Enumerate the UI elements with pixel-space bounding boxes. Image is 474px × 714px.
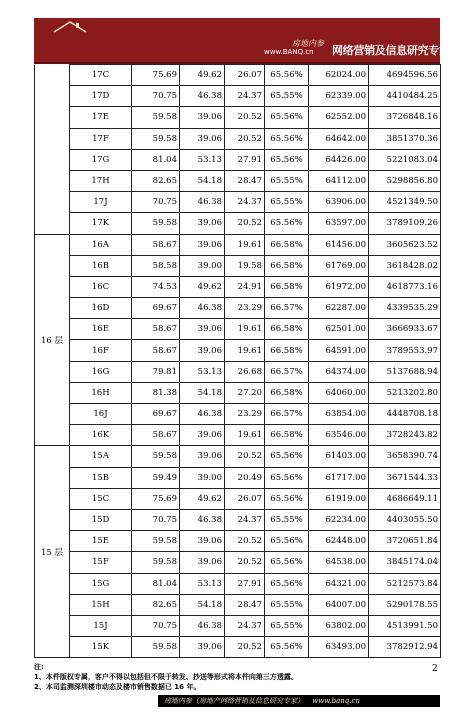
area-cell: 75.69 — [132, 65, 180, 86]
shared-area-cell: 24.37 — [225, 615, 265, 636]
ratio-cell: 65.56% — [265, 107, 309, 128]
total-price-cell: 3726848.16 — [369, 107, 441, 128]
unit-price-cell: 62501.00 — [309, 319, 369, 340]
shared-area-cell: 19.61 — [225, 425, 265, 446]
area-cell: 58.67 — [132, 319, 180, 340]
units-table — [34, 64, 441, 658]
unit-cell: 16J — [70, 404, 132, 425]
unit-cell: 17J — [70, 192, 132, 213]
unit-price-cell: 62448.00 — [309, 531, 369, 552]
unit-cell: 17D — [70, 86, 132, 107]
ratio-cell: 65.55% — [265, 192, 309, 213]
unit-cell: 15C — [70, 488, 132, 509]
shared-area-cell: 20.49 — [225, 467, 265, 488]
table-row — [35, 573, 441, 594]
table-row — [35, 425, 441, 446]
unit-price-cell: 61972.00 — [309, 276, 369, 297]
table-row — [35, 615, 441, 636]
logo-text: 房地内参 — [292, 39, 324, 48]
total-price-cell: 4618773.16 — [369, 276, 441, 297]
shared-area-cell: 19.61 — [225, 340, 265, 361]
shared-area-cell: 27.91 — [225, 573, 265, 594]
unit-price-cell: 64374.00 — [309, 361, 369, 382]
inner-area-cell: 46.38 — [180, 86, 225, 107]
unit-cell: 16C — [70, 276, 132, 297]
shared-area-cell: 26.07 — [225, 488, 265, 509]
area-cell: 70.75 — [132, 192, 180, 213]
inner-area-cell: 54.18 — [180, 382, 225, 403]
note-line-2: 2、本司监测深圳楼市动态及楼市销售数据已 16 年。 — [34, 683, 201, 691]
table-row — [35, 361, 441, 382]
ratio-cell: 66.58% — [265, 340, 309, 361]
unit-cell: 15J — [70, 615, 132, 636]
area-cell: 70.75 — [132, 86, 180, 107]
shared-area-cell: 24.37 — [225, 509, 265, 530]
total-price-cell: 3618428.02 — [369, 255, 441, 276]
table-row — [35, 298, 441, 319]
ratio-cell: 66.57% — [265, 361, 309, 382]
table-row — [35, 65, 441, 86]
total-price-cell: 3671544.33 — [369, 467, 441, 488]
footer-bar — [158, 695, 440, 707]
inner-area-cell: 49.62 — [180, 65, 225, 86]
total-price-cell: 5212573.84 — [369, 573, 441, 594]
area-cell: 59.49 — [132, 467, 180, 488]
inner-area-cell: 53.13 — [180, 149, 225, 170]
area-cell: 81.04 — [132, 149, 180, 170]
unit-cell: 16B — [70, 255, 132, 276]
inner-area-cell: 53.13 — [180, 573, 225, 594]
table-row — [35, 86, 441, 107]
total-price-cell: 4513991.50 — [369, 615, 441, 636]
table-row — [35, 446, 441, 467]
area-cell: 58.67 — [132, 340, 180, 361]
area-cell: 82.65 — [132, 594, 180, 615]
total-price-cell: 4694596.56 — [369, 65, 441, 86]
unit-price-cell: 64060.00 — [309, 382, 369, 403]
unit-price-cell: 61403.00 — [309, 446, 369, 467]
unit-cell: 16D — [70, 298, 132, 319]
table-row — [35, 276, 441, 297]
ratio-cell: 65.56% — [265, 65, 309, 86]
ratio-cell: 65.56% — [265, 488, 309, 509]
inner-area-cell: 46.38 — [180, 192, 225, 213]
shared-area-cell: 28.47 — [225, 170, 265, 191]
unit-price-cell: 62552.00 — [309, 107, 369, 128]
unit-cell: 16E — [70, 319, 132, 340]
ratio-cell: 65.55% — [265, 86, 309, 107]
table-row — [35, 509, 441, 530]
ratio-cell: 65.56% — [265, 637, 309, 658]
inner-area-cell: 46.38 — [180, 509, 225, 530]
unit-price-cell: 63597.00 — [309, 213, 369, 234]
ratio-cell: 65.55% — [265, 615, 309, 636]
total-price-cell: 3605623.52 — [369, 234, 441, 255]
unit-price-cell: 63802.00 — [309, 615, 369, 636]
ratio-cell: 65.56% — [265, 213, 309, 234]
unit-price-cell: 64642.00 — [309, 128, 369, 149]
ratio-cell: 66.57% — [265, 298, 309, 319]
ratio-cell: 65.55% — [265, 509, 309, 530]
inner-area-cell: 39.06 — [180, 128, 225, 149]
shared-area-cell: 20.52 — [225, 552, 265, 573]
table-row — [35, 128, 441, 149]
ratio-cell: 65.55% — [265, 594, 309, 615]
ratio-cell: 65.56% — [265, 149, 309, 170]
area-cell: 81.38 — [132, 382, 180, 403]
area-cell: 58.67 — [132, 425, 180, 446]
total-price-cell: 4403055.50 — [369, 509, 441, 530]
total-price-cell: 3789109.26 — [369, 213, 441, 234]
area-cell: 69.67 — [132, 298, 180, 319]
total-price-cell: 5298856.80 — [369, 170, 441, 191]
shared-area-cell: 20.52 — [225, 446, 265, 467]
total-price-cell: 3666933.67 — [369, 319, 441, 340]
table-row — [35, 213, 441, 234]
ratio-cell: 66.58% — [265, 382, 309, 403]
shared-area-cell: 20.52 — [225, 637, 265, 658]
unit-price-cell: 64426.00 — [309, 149, 369, 170]
shared-area-cell: 23.29 — [225, 404, 265, 425]
shared-area-cell: 24.91 — [225, 276, 265, 297]
unit-cell: 15H — [70, 594, 132, 615]
table-row — [35, 531, 441, 552]
logo-url[interactable]: www.BANQ.cn — [264, 48, 314, 56]
unit-price-cell: 62339.00 — [309, 86, 369, 107]
header-banner — [34, 18, 450, 64]
unit-price-cell: 61456.00 — [309, 234, 369, 255]
inner-area-cell: 39.06 — [180, 552, 225, 573]
house-logo-icon — [52, 20, 88, 34]
table-row — [35, 234, 441, 255]
unit-price-cell: 62234.00 — [309, 509, 369, 530]
area-cell: 59.58 — [132, 446, 180, 467]
unit-cell: 16F — [70, 340, 132, 361]
total-price-cell: 4521349.50 — [369, 192, 441, 213]
inner-area-cell: 46.38 — [180, 404, 225, 425]
area-cell: 59.58 — [132, 552, 180, 573]
shared-area-cell: 19.61 — [225, 234, 265, 255]
notes-heading: 注: — [34, 663, 44, 671]
table-row — [35, 192, 441, 213]
table-row — [35, 149, 441, 170]
area-cell: 58.67 — [132, 234, 180, 255]
total-price-cell: 3720651.84 — [369, 531, 441, 552]
table-row — [35, 170, 441, 191]
ratio-cell: 65.56% — [265, 467, 309, 488]
area-cell: 59.58 — [132, 128, 180, 149]
area-cell: 70.75 — [132, 509, 180, 530]
unit-price-cell: 63906.00 — [309, 192, 369, 213]
inner-area-cell: 39.06 — [180, 425, 225, 446]
unit-price-cell: 62287.00 — [309, 298, 369, 319]
shared-area-cell: 20.52 — [225, 531, 265, 552]
unit-cell: 17K — [70, 213, 132, 234]
total-price-cell: 3845174.04 — [369, 552, 441, 573]
inner-area-cell: 49.62 — [180, 276, 225, 297]
shared-area-cell: 28.47 — [225, 594, 265, 615]
ratio-cell: 65.56% — [265, 531, 309, 552]
table-row — [35, 404, 441, 425]
unit-cell: 17H — [70, 170, 132, 191]
shared-area-cell: 20.52 — [225, 128, 265, 149]
unit-price-cell: 64538.00 — [309, 552, 369, 573]
area-cell: 69.67 — [132, 404, 180, 425]
shared-area-cell: 27.91 — [225, 149, 265, 170]
inner-area-cell: 39.06 — [180, 107, 225, 128]
unit-price-cell: 63546.00 — [309, 425, 369, 446]
table-row — [35, 107, 441, 128]
inner-area-cell: 39.06 — [180, 213, 225, 234]
floor-label — [35, 65, 70, 235]
inner-area-cell: 39.06 — [180, 234, 225, 255]
shared-area-cell: 24.37 — [225, 86, 265, 107]
area-cell: 59.58 — [132, 531, 180, 552]
total-price-cell: 3782912.94 — [369, 637, 441, 658]
shared-area-cell: 24.37 — [225, 192, 265, 213]
shared-area-cell: 20.52 — [225, 213, 265, 234]
ratio-cell: 66.58% — [265, 276, 309, 297]
total-price-cell: 4339535.29 — [369, 298, 441, 319]
inner-area-cell: 39.00 — [180, 467, 225, 488]
area-cell: 58.58 — [132, 255, 180, 276]
inner-area-cell: 39.00 — [180, 255, 225, 276]
total-price-cell: 5290178.55 — [369, 594, 441, 615]
total-price-cell: 3789553.97 — [369, 340, 441, 361]
total-price-cell: 5137688.94 — [369, 361, 441, 382]
note-line-1: 1、本件版权专属，客户不得以包括但不限于转发、抄送等形式将本件向第三方透露。 — [34, 673, 298, 681]
inner-area-cell: 39.06 — [180, 446, 225, 467]
ratio-cell: 65.56% — [265, 128, 309, 149]
unit-cell: 17C — [70, 65, 132, 86]
ratio-cell: 66.58% — [265, 255, 309, 276]
unit-cell: 16A — [70, 234, 132, 255]
unit-cell: 15D — [70, 509, 132, 530]
area-cell: 59.58 — [132, 107, 180, 128]
total-price-cell: 3728243.82 — [369, 425, 441, 446]
area-cell: 59.58 — [132, 213, 180, 234]
unit-cell: 17F — [70, 128, 132, 149]
ratio-cell: 66.58% — [265, 425, 309, 446]
ratio-cell: 66.58% — [265, 234, 309, 255]
unit-cell: 15B — [70, 467, 132, 488]
ratio-cell: 66.58% — [265, 319, 309, 340]
area-cell: 74.53 — [132, 276, 180, 297]
area-cell: 79.81 — [132, 361, 180, 382]
unit-price-cell: 64007.00 — [309, 594, 369, 615]
inner-area-cell: 46.38 — [180, 298, 225, 319]
area-cell: 82.65 — [132, 170, 180, 191]
unit-price-cell: 64112.00 — [309, 170, 369, 191]
table-row — [35, 255, 441, 276]
table-row — [35, 340, 441, 361]
inner-area-cell: 49.62 — [180, 488, 225, 509]
shared-area-cell: 26.68 — [225, 361, 265, 382]
shared-area-cell: 26.07 — [225, 65, 265, 86]
floor-label: 15 层 — [35, 446, 70, 658]
unit-price-cell: 64321.00 — [309, 573, 369, 594]
ratio-cell: 66.57% — [265, 404, 309, 425]
unit-cell: 17E — [70, 107, 132, 128]
unit-price-cell: 63493.00 — [309, 637, 369, 658]
shared-area-cell: 27.20 — [225, 382, 265, 403]
unit-cell: 17G — [70, 149, 132, 170]
table-row — [35, 382, 441, 403]
footer-url[interactable]: www.banq.cn — [312, 697, 360, 705]
unit-price-cell: 62024.00 — [309, 65, 369, 86]
ratio-cell: 65.56% — [265, 446, 309, 467]
floor-label: 16 层 — [35, 234, 70, 446]
area-cell: 81.04 — [132, 573, 180, 594]
unit-price-cell: 64591.00 — [309, 340, 369, 361]
inner-area-cell: 39.06 — [180, 531, 225, 552]
unit-cell: 15K — [70, 637, 132, 658]
banner-title: 网络营销及信息研究专家 — [332, 44, 450, 57]
total-price-cell: 4410484.25 — [369, 86, 441, 107]
inner-area-cell: 39.06 — [180, 637, 225, 658]
inner-area-cell: 54.18 — [180, 594, 225, 615]
shared-area-cell: 20.52 — [225, 107, 265, 128]
shared-area-cell: 19.61 — [225, 319, 265, 340]
unit-cell: 15G — [70, 573, 132, 594]
total-price-cell: 4448708.18 — [369, 404, 441, 425]
inner-area-cell: 46.38 — [180, 615, 225, 636]
unit-cell: 15A — [70, 446, 132, 467]
notes — [34, 662, 440, 692]
total-price-cell: 3658390.74 — [369, 446, 441, 467]
total-price-cell: 5221083.04 — [369, 149, 441, 170]
inner-area-cell: 53.13 — [180, 361, 225, 382]
ratio-cell: 65.55% — [265, 170, 309, 191]
table-row — [35, 319, 441, 340]
unit-cell: 16G — [70, 361, 132, 382]
table-row — [35, 594, 441, 615]
footer-text: 房地内参（房地产网络营销及信息研究专家） — [164, 697, 304, 705]
total-price-cell: 3851370.36 — [369, 128, 441, 149]
total-price-cell: 5213202.80 — [369, 382, 441, 403]
area-cell: 70.75 — [132, 615, 180, 636]
ratio-cell: 65.56% — [265, 552, 309, 573]
table-row — [35, 552, 441, 573]
inner-area-cell: 39.06 — [180, 319, 225, 340]
total-price-cell: 4686649.11 — [369, 488, 441, 509]
ratio-cell: 65.56% — [265, 573, 309, 594]
unit-cell: 15E — [70, 531, 132, 552]
area-cell: 75.69 — [132, 488, 180, 509]
inner-area-cell: 39.06 — [180, 340, 225, 361]
table-row — [35, 637, 441, 658]
page-number: 2 — [432, 664, 438, 674]
unit-cell: 15F — [70, 552, 132, 573]
unit-price-cell: 61769.00 — [309, 255, 369, 276]
inner-area-cell: 54.18 — [180, 170, 225, 191]
unit-cell: 16H — [70, 382, 132, 403]
table-row — [35, 467, 441, 488]
shared-area-cell: 23.29 — [225, 298, 265, 319]
unit-price-cell: 61919.00 — [309, 488, 369, 509]
area-cell: 59.58 — [132, 637, 180, 658]
shared-area-cell: 19.58 — [225, 255, 265, 276]
table-row — [35, 488, 441, 509]
unit-price-cell: 61717.00 — [309, 467, 369, 488]
unit-price-cell: 63854.00 — [309, 404, 369, 425]
unit-cell: 16K — [70, 425, 132, 446]
